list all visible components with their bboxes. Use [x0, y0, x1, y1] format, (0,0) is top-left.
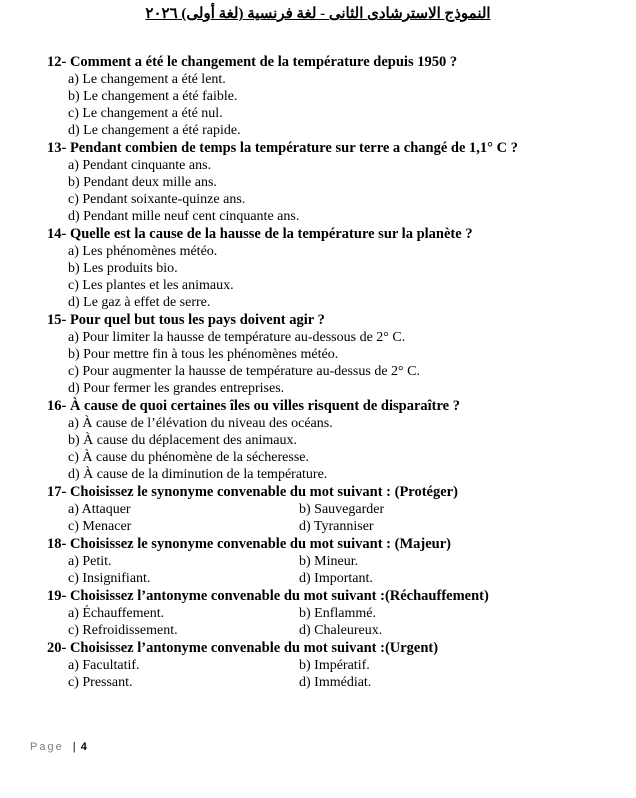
option-15c: c) Pour augmenter la hausse de température au-dessus de 2° C. — [68, 364, 420, 379]
question-15: 15- Pour quel but tous les pays doivent agir ? — [47, 312, 325, 328]
option-20a: a) Facultatif. — [68, 658, 140, 673]
option-17a: a) Attaquer — [68, 502, 131, 517]
page-footer — [30, 741, 87, 753]
option-19d: d) Chaleureux. — [299, 623, 383, 638]
option-13a: a) Pendant cinquante ans. — [68, 158, 212, 173]
option-13b: b) Pendant deux mille ans. — [68, 175, 217, 190]
option-14b: b) Les produits bio. — [68, 261, 178, 276]
option-18a: a) Petit. — [68, 554, 112, 569]
questions-list — [47, 53, 607, 691]
page-label: Page — [30, 741, 64, 753]
page-number: 4 — [80, 741, 87, 753]
option-14a: a) Les phénomènes météo. — [68, 244, 218, 259]
option-16b: b) À cause du déplacement des animaux. — [68, 433, 297, 448]
question-12: 12- Comment a été le changement de la température depuis 1950 ? — [47, 54, 458, 70]
option-20c: c) Pressant. — [68, 675, 133, 690]
footer-separator: | — [72, 741, 76, 753]
option-20b: b) Impératif. — [299, 658, 370, 673]
option-15b: b) Pour mettre fin à tous les phénomènes météo. — [68, 347, 339, 362]
option-16c: c) À cause du phénomène de la sécheresse. — [68, 450, 310, 465]
option-16a: a) À cause de l’élévation du niveau des océans. — [68, 416, 333, 431]
option-18c: c) Insignifiant. — [68, 571, 151, 586]
option-12b: b) Le changement a été faible. — [68, 89, 238, 104]
option-15d: d) Pour fermer les grandes entreprises. — [68, 381, 285, 396]
option-15a: a) Pour limiter la hausse de température au-dessous de 2° C. — [68, 330, 406, 345]
option-19a: a) Échauffement. — [68, 606, 165, 621]
document-title: النموذج الاسترشادى الثانى - لغة فرنسية (لغة أولى) ٢٠٢٦ — [145, 6, 491, 22]
option-16d: d) À cause de la diminution de la température. — [68, 467, 328, 482]
question-18: 18- Choisissez le synonyme convenable du mot suivant : (Majeur) — [47, 536, 451, 552]
option-17b: b) Sauvegarder — [299, 502, 385, 517]
question-17: 17- Choisissez le synonyme convenable du mot suivant : (Protéger) — [47, 484, 458, 500]
option-20d: d) Immédiat. — [299, 675, 372, 690]
option-17d: d) Tyranniser — [299, 519, 374, 534]
option-12d: d) Le changement a été rapide. — [68, 123, 241, 138]
option-19b: b) Enflammé. — [299, 606, 376, 621]
question-20: 20- Choisissez l’antonyme convenable du mot suivant :(Urgent) — [47, 640, 439, 656]
option-12a: a) Le changement a été lent. — [68, 72, 226, 87]
question-16: 16- À cause de quoi certaines îles ou villes risquent de disparaître ? — [47, 398, 460, 414]
option-18b: b) Mineur. — [299, 554, 359, 569]
question-19: 19- Choisissez l’antonyme convenable du mot suivant :(Réchauffement) — [47, 588, 489, 604]
option-14d: d) Le gaz à effet de serre. — [68, 295, 211, 310]
option-12c: c) Le changement a été nul. — [68, 106, 223, 121]
option-19c: c) Refroidissement. — [68, 623, 178, 638]
option-17c: c) Menacer — [68, 519, 132, 534]
question-13: 13- Pendant combien de temps la température sur terre a changé de 1,1° C ? — [47, 140, 518, 156]
option-13c: c) Pendant soixante-quinze ans. — [68, 192, 246, 207]
option-18d: d) Important. — [299, 571, 373, 586]
option-14c: c) Les plantes et les animaux. — [68, 278, 234, 293]
question-14: 14- Quelle est la cause de la hausse de la température sur la planète ? — [47, 226, 473, 242]
option-13d: d) Pendant mille neuf cent cinquante ans. — [68, 209, 300, 224]
